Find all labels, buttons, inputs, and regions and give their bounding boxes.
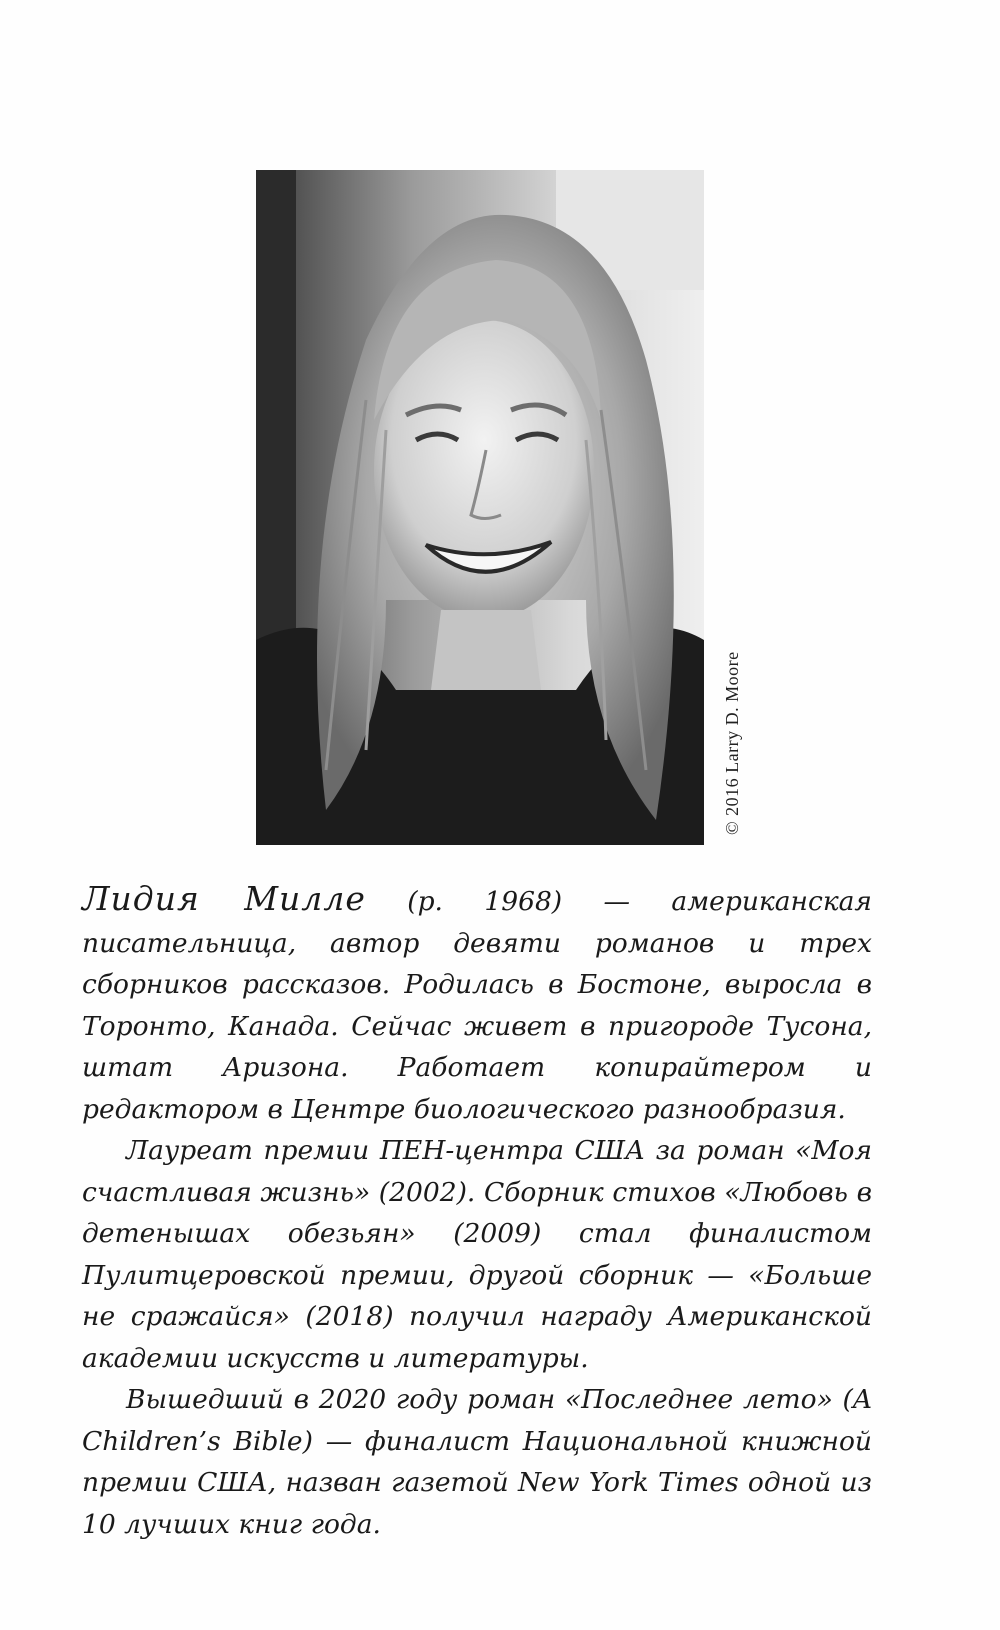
bio-intro-paragraph xyxy=(82,878,872,1130)
bio-latest-paragraph: Вышедший в 2020 году роман «Последнее лето» (A Children’s Bible) — финалист Национальной книжной премии США, назван газетой New York Times одной из 10 лучших книг года. xyxy=(82,1384,872,1540)
bio-intro-text: (р. 1968) — американская писательница, автор девяти романов и трех сборников рассказов. Родилась в Бостоне, выросла в Торонто, Канада. Сейчас живет в пригороде Тусона, штат Аризона. Работает копирайтером и редактором в Центре биологического разнообразия. xyxy=(82,886,872,1125)
author-name: Лидия Милле xyxy=(82,879,366,918)
bio-awards-paragraph: Лауреат премии ПЕН-центра США за роман «Моя счастливая жизнь» (2002). Сборник стихов «Любовь в детенышах обезьян» (2009) стал финалистом Пулитцеровской премии, другой сборник — «Больше не сражайся» (2018) получил награду Американской академии искусств и литературы. xyxy=(82,1135,872,1374)
author-bio xyxy=(82,878,872,1545)
author-photo xyxy=(256,170,704,845)
photo-credit: © 2016 Larry D. Moore xyxy=(722,651,742,835)
